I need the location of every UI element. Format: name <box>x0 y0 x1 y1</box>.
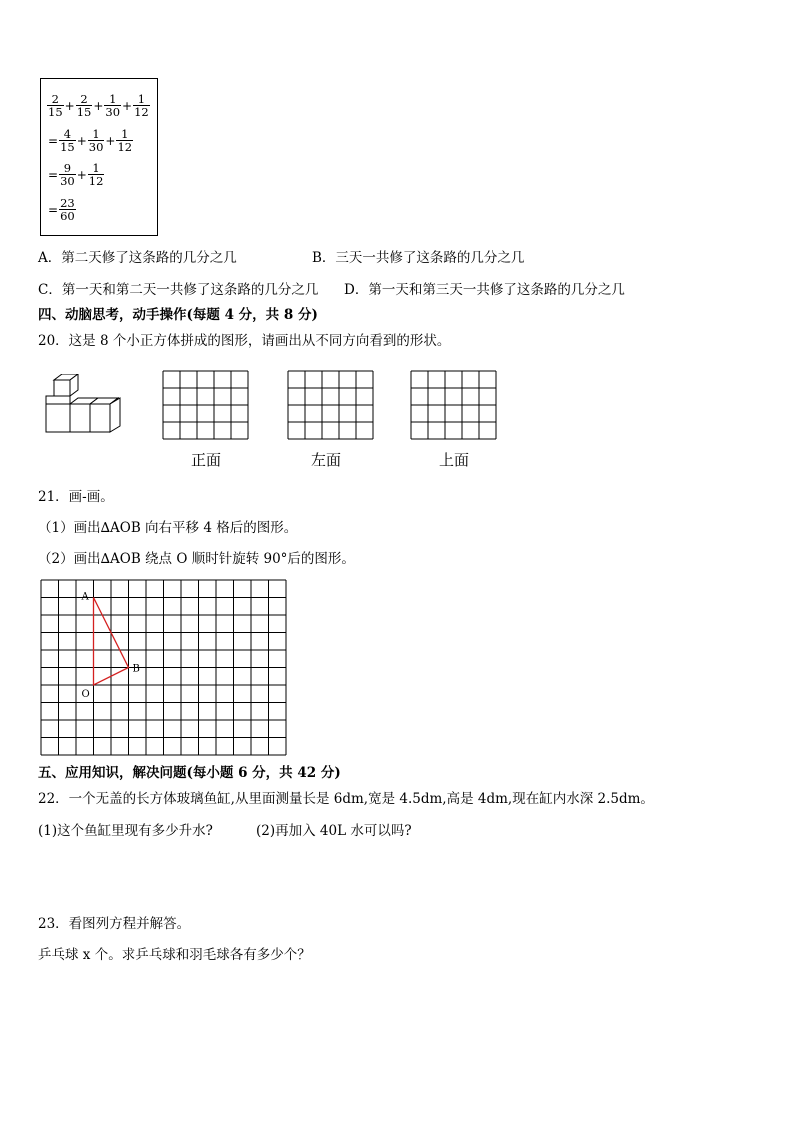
fraction: $\frac{9}{30}$ <box>60 161 75 188</box>
fraction: $\frac{23}{60}$ <box>60 196 75 223</box>
fraction: $\frac{1}{12}$ <box>88 161 104 188</box>
question-23-text: 23．看图列方程并解答。 <box>38 916 191 932</box>
question-23-sub: 乒乓球 x 个。求乒乓球和羽毛球各有多少个？ <box>38 947 311 963</box>
fraction: $\frac{1}{30}$ <box>88 127 104 154</box>
cube-front-face <box>70 404 90 432</box>
front-view-label: 正面 <box>191 451 222 469</box>
question-22-sub-1: (1)这个鱼缸里现有多少升水? <box>38 823 213 839</box>
calc-line-4: = $\frac{23}{60}$ <box>48 196 75 223</box>
question-21-part-1: （1）画出∆AOB 向右平移 4 格后的图形。 <box>38 520 298 536</box>
cube-front-face <box>46 404 70 432</box>
fraction: $\frac{2}{15}$ <box>76 92 92 119</box>
left-view-grid[interactable] <box>287 370 377 442</box>
calculation-box <box>40 78 158 236</box>
fraction: $\frac{1}{30}$ <box>105 92 121 119</box>
fraction: $\frac{1}{12}$ <box>134 92 149 119</box>
point-o-label: O <box>81 689 90 700</box>
left-view-label: 左面 <box>311 451 342 469</box>
cube-front-face <box>54 380 70 396</box>
point-b-label: B <box>132 663 140 675</box>
top-view-label: 上面 <box>439 451 470 469</box>
question-21-part-2: （2）画出∆AOB 绕点 O 顺时针旋转 90°后的图形。 <box>38 551 355 567</box>
option-a: A．第二天修了这条路的几分之几 <box>38 250 237 266</box>
drawing-grid[interactable] <box>40 579 288 757</box>
fraction: $\frac{1}{12}$ <box>117 127 133 154</box>
calc-line-1: $\frac{2}{15}$ + $\frac{2}{15}$ + $\frac{1}{30}$ + $\frac{1}{12}$ <box>48 92 149 119</box>
calc-line-3: = $\frac{9}{30}$ + $\frac{1}{12}$ <box>48 161 104 188</box>
calc-line-2: = $\frac{4}{15}$ + $\frac{1}{30}$ + $\frac{1}{12}$ <box>48 127 133 154</box>
option-b: B．三天一共修了这条路的几分之几 <box>312 250 525 266</box>
question-21-title: 21．画-画。 <box>38 489 114 505</box>
fraction: $\frac{2}{15}$ <box>48 92 63 119</box>
point-a-label: A <box>81 591 89 603</box>
fraction: $\frac{4}{15}$ <box>60 127 75 154</box>
top-view-grid[interactable] <box>410 370 500 442</box>
option-c: C．第一天和第二天一共修了这条路的几分之几 <box>38 282 319 298</box>
cube-front-face <box>90 404 110 432</box>
front-view-grid[interactable] <box>162 370 252 442</box>
question-22-text: 22．一个无盖的长方体玻璃鱼缸,从里面测量长是 6dm,宽是 4.5dm,高是 4dm,现在缸内水深 2.5dm。 <box>38 791 654 807</box>
section-5-title: 五、应用知识，解决问题(每小题 6 分，共 42 分) <box>38 765 341 781</box>
question-22-sub-2: (2)再加入 40L 水可以吗? <box>256 823 412 839</box>
question-20-text: 20．这是 8 个小正方体拼成的图形，请画出从不同方向看到的形状。 <box>38 333 451 349</box>
section-4-title: 四、动脑思考，动手操作(每题 4 分，共 8 分) <box>38 307 318 323</box>
cube-figure <box>42 374 126 436</box>
option-d: D．第一天和第三天一共修了这条路的几分之几 <box>344 282 625 298</box>
cube-side-face <box>110 398 120 432</box>
